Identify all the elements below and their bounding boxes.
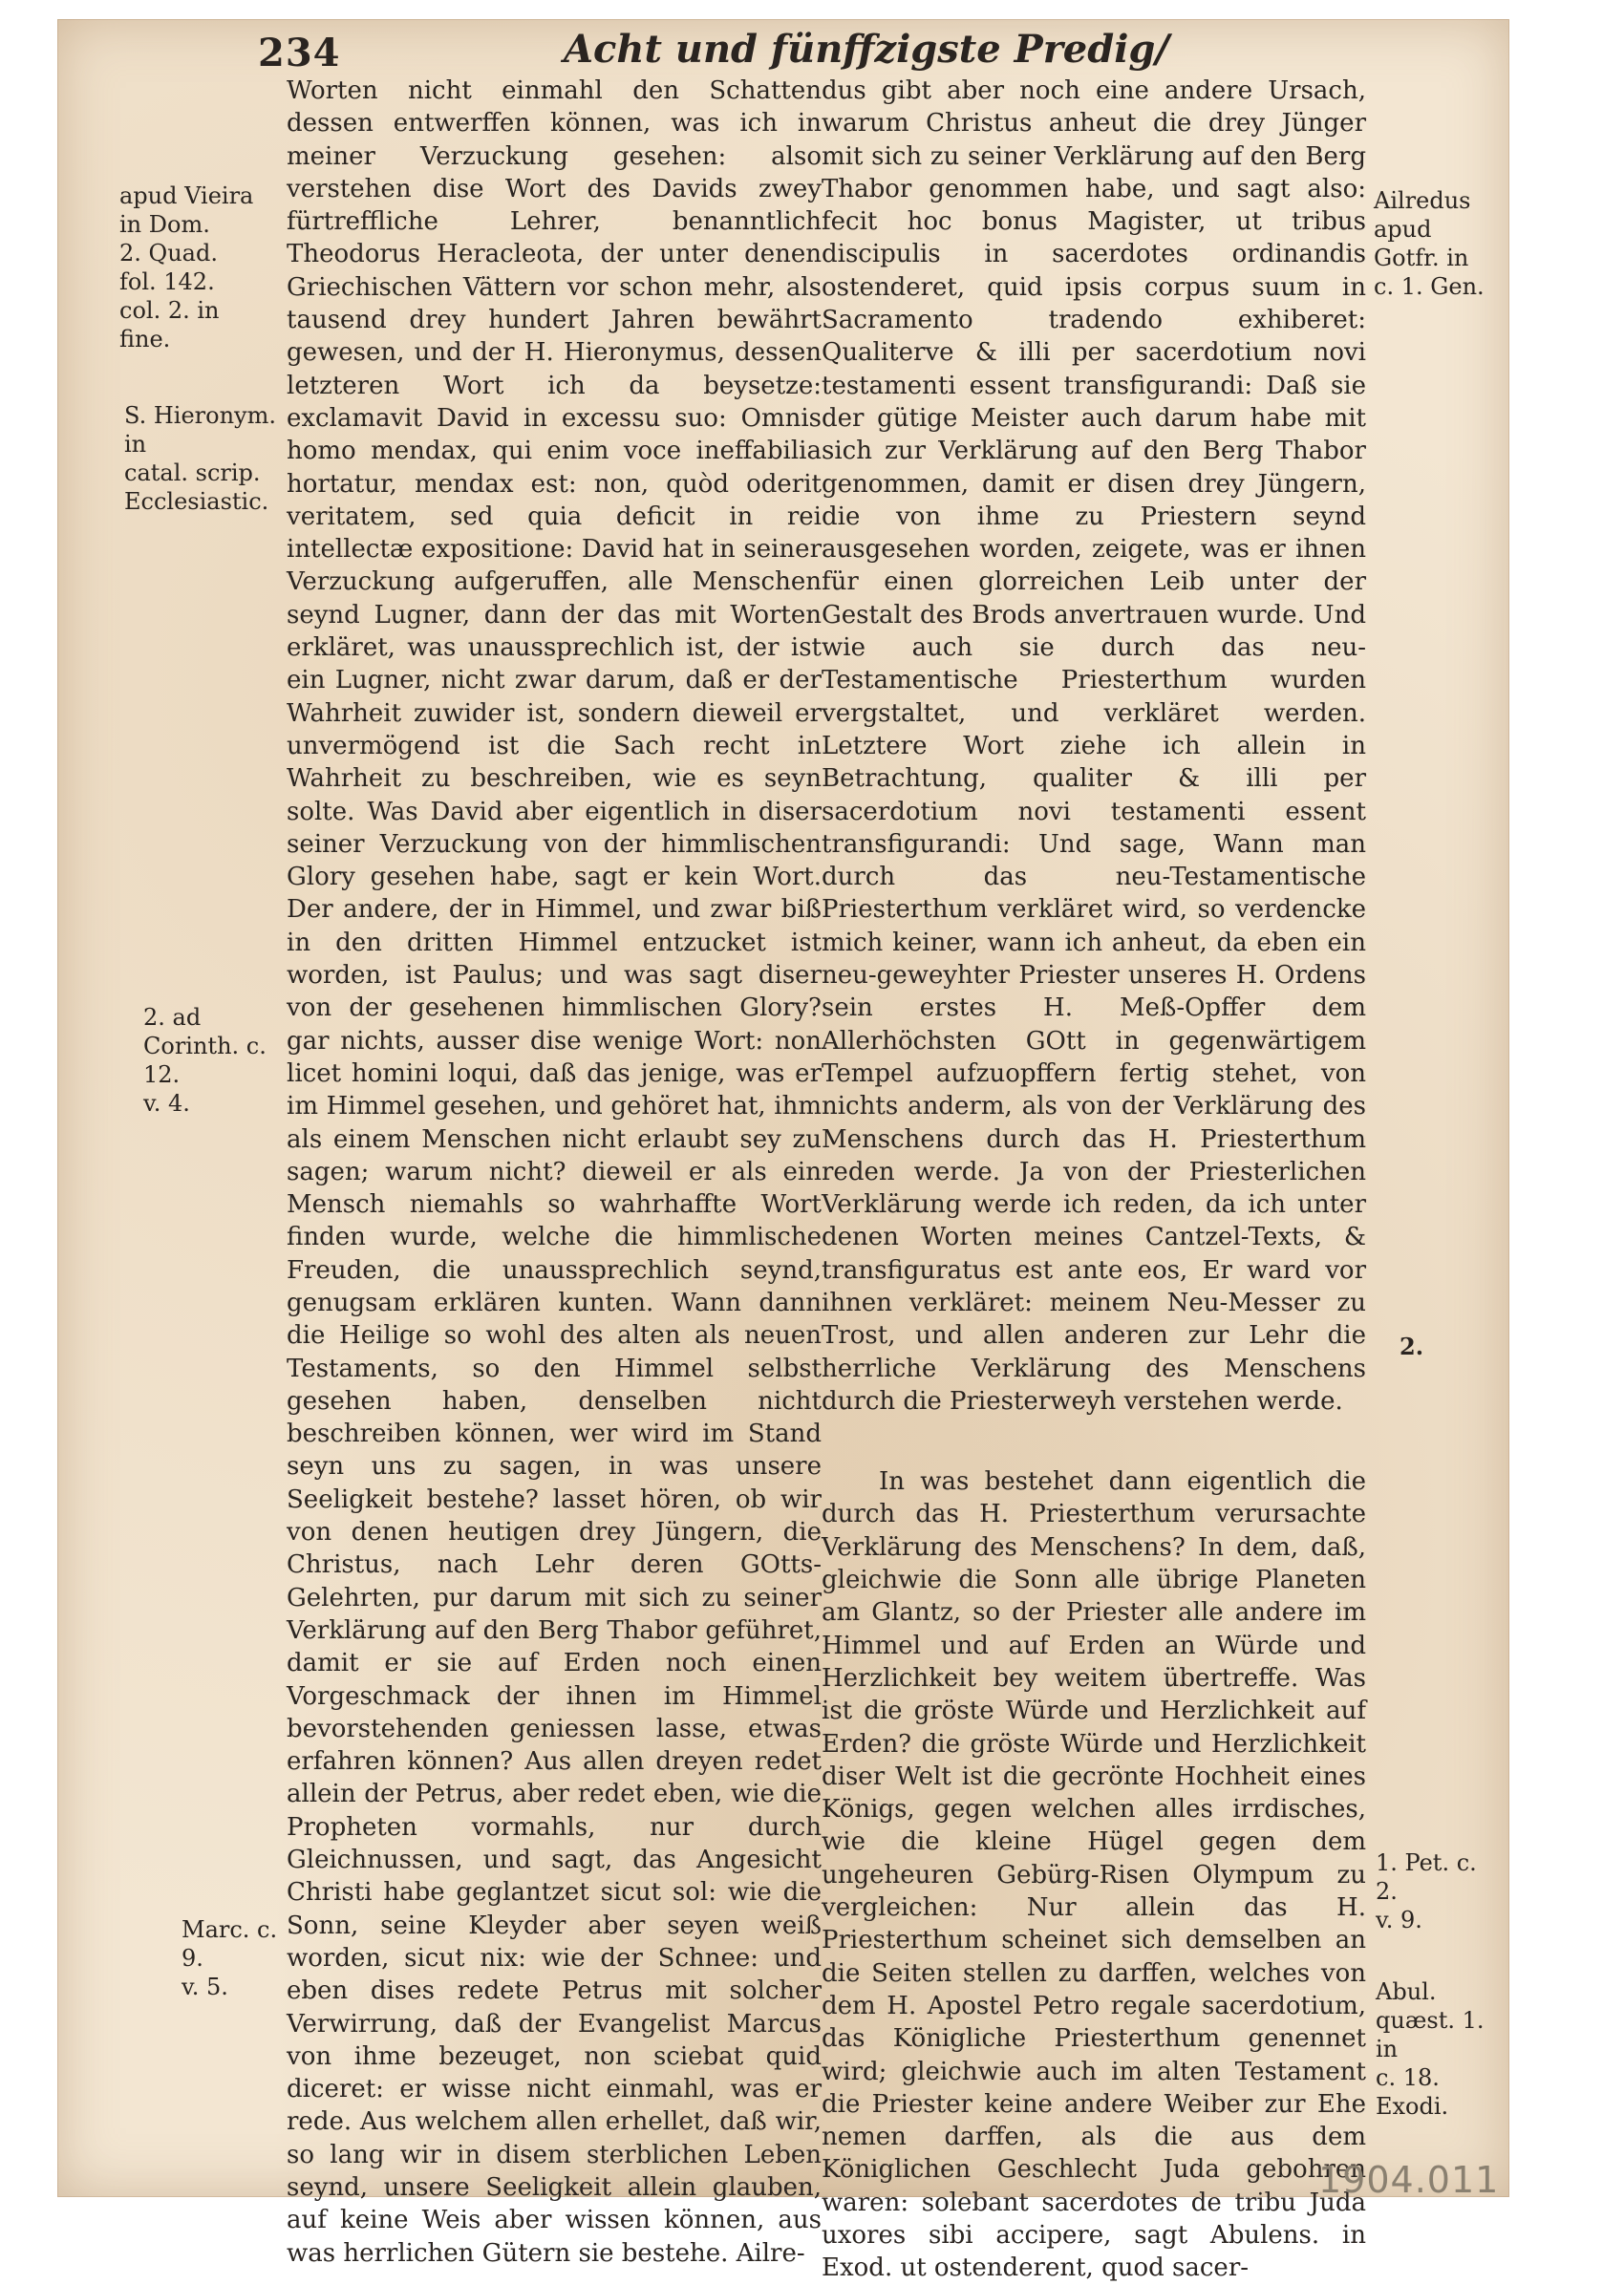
margin-note-ailredus: Ailredus apud Gotfr. in c. 1. Gen. bbox=[1374, 187, 1485, 300]
left-column-text: Worten nicht einmahl den Schatten dessen entwerffen können, was ich in meiner Verzuckung gesehen: also verstehen dise Wort des Davids zwey fürtreffliche Lehrer, benanntlich Theodorus Heracleota, der unter denen Griechischen Vättern vor schon mehr, als tausend drey hundert Jahren bewährt gewesen, und der H. Hieronymus, dessen letzteren Wort ich da beysetze: exclamavit David in excessu suo: Omnis homo mendax, qui enim voce ineffabilia hortatur, mendax est: non, quòd oderit veritatem, sed quia deficit in rei intellectæ expositione: David hat in seiner Verzuckung aufgeruffen, alle Menschen seynd Lugner, dann der das mit Worten erkläret, was unaussprechlich ist, der ist ein Lugner, nicht zwar darum, daß er der Wahrheit zuwider ist, sondern dieweil er unvermögend ist die Sach recht in Wahrheit zu beschreiben, wie es seyn solte. Was David aber eigentlich in diser seiner Verzuckung von der himmlischen Glory gesehen habe, sagt er kein Wort. Der andere, der in Himmel, und zwar biß in den dritten Himmel entzucket ist worden, ist Paulus; und was sagt diser von der gesehenen himmlischen Glory? gar nichts, ausser dise wenige Wort: non licet homini loqui, daß das jenige, was er im Himmel gesehen, und gehöret hat, ihm als einem Menschen nicht erlaubt sey zu sagen; warum nicht? dieweil er als ein Mensch niemahls so wahrhaffte Wort finden wurde, welche die himmlische Freuden, die unaussprechlich seynd, genugsam erklären kunten. Wann dann die Heilige so wohl des alten als neuen Testaments, so den Himmel selbst gesehen haben, denselben nicht beschreiben können, wer wird im Stand seyn uns zu sagen, in was unsere Seeligkeit bestehe? lasset hören, ob wir von denen heutigen drey Jüngern, die Christus, nach Lehr deren GOtts-Gelehrten, pur darum mit sich zu seiner Verklärung auf den Berg Thabor geführet, damit er sie auf Erden noch einen Vorgeschmack der ihnen im Himmel bevorstehenden geniessen lasse, etwas erfahren können? Aus allen dreyen redet allein der Petrus, aber redet eben, wie die Propheten vormahls, nur durch Gleichnussen, und sagt, das Angesicht Christi habe geglantzet sicut sol: wie die Sonn, seine Kleyder aber seyen weiß worden, sicut nix: wie der Schnee: und eben dises redete Petrus mit solcher Verwirrung, daß der Evangelist Marcus von ihme bezeuget, non sciebat quid diceret: er wisse nicht einmahl, was er rede. Aus welchem allen erhellet, daß wir, so lang wir in disem sterblichen Leben seynd, unsere Seeligkeit allein glauben, auf keine Weis aber wissen können, aus was herrlichen Gütern sie bestehe. Ailre- bbox=[287, 76, 822, 2268]
running-title: Acht und fünffzigste Predig/ bbox=[564, 27, 1169, 72]
margin-note-vieira: apud Vieira in Dom. 2. Quad. fol. 142. col. 2. in fine. bbox=[119, 182, 254, 352]
margin-note-corinth: 2. ad Corinth. c. 12. v. 4. bbox=[143, 1004, 267, 1117]
margin-note-petri: 1. Pet. c. 2. v. 9. bbox=[1376, 1849, 1477, 1933]
right-column bbox=[822, 75, 1366, 2285]
right-column-paragraph-1: dus gibt aber noch eine andere Ursach, warum Christus anheut die drey Jünger mit sich zu seiner Verklärung auf den Berg Thabor genommen habe, und sagt also: fecit hoc bonus Magister, ut tribus discipulis in sacerdotes ordinandis ostenderet, quid ipsis corpus suum in Sacramento tradendo exhiberet: Qualiterve & illi per sacerdotium novi testamenti essent transfigurandi: Daß sie der gütige Meister auch darum habe mit sich zur Verklärung auf den Berg Thabor genommen, damit er disen drey Jüngern, die von ihme zu Priestern seynd ausgesehen worden, zeigete, was er ihnen für einen glorreichen Leib unter der Gestalt des Brods anvertrauen wurde. Und wie auch sie durch das neu-Testamentische Priesterthum wurden vergstaltet, und verkläret werden. Letztere Wort ziehe ich allein in Betrachtung, qualiter & illi per sacerdotium novi testamenti essent transfigurandi: Und sage, Wann man durch das neu-Testamentische Priesterthum verkläret wird, so verdencke mich keiner, wann ich anheut, da eben ein neu-geweyhter Priester unseres H. Ordens sein erstes H. Meß-Opffer dem Allerhöchsten GOtt in gegenwärtigem Tempel aufzuopffern fertig stehet, von nichts anderm, als von der Verklärung des Menschens durch das H. Priesterthum reden werde. Ja von der Priesterlichen Verklärung werde ich reden, da ich unter denen Worten meines Cantzel-Texts, & transfiguratus est ante eos, Er ward vor ihnen verkläret: meinem Neu-Messer zu Trost, und allen anderen zur Lehr die herrliche Verklärung des Menschens durch die Priesterweyh verstehen werde. bbox=[822, 76, 1366, 1416]
left-column bbox=[287, 75, 822, 2270]
page-number: 234 bbox=[258, 31, 341, 75]
margin-note-abul: Abul. quæst. 1. in c. 18. Exodi. bbox=[1376, 1978, 1485, 2120]
right-column-paragraph-2: In was bestehet dann eigentlich die durch das H. Priesterthum verursachte Verklärung des Menschens? In dem, daß, gleichwie die Sonn alle übrige Planeten am Glantz, so der Priester alle andere im Himmel und auf Erden an Würde und Herzlichkeit bey weitem übertreffe. Was ist die gröste Würde und Herzlichkeit auf Erden? die gröste Würde und Herzlichkeit diser Welt ist die gecrönte Hochheit eines Königs, gegen welchen alles irrdisches, wie die kleine Hügel gegen dem ungeheuren Gebürg-Risen Olympum zu vergleichen: Nur allein das H. Priesterthum scheinet sich demselben an die Seiten stellen zu darffen, welches von dem H. Apostel Petro regale sacerdotium, das Königliche Priesterthum genennet wird; gleichwie auch im alten Testament die Priester keine andere Weiber zur Ehe nemen darffen, als die aus dem Königlichen Geschlecht Juda gebohren waren: solebant sacerdotes de tribu Juda uxores sibi accipere, sagt Abulens. in Exod. ut ostenderent, quod sacer- bbox=[822, 1467, 1366, 2283]
section-number: 2. bbox=[1400, 1333, 1424, 1360]
margin-note-hieronymus: S. Hieronym. in catal. scrip. Ecclesiastic. bbox=[124, 402, 276, 515]
catalog-number: 1904.011 bbox=[1318, 2159, 1500, 2201]
margin-note-marc: Marc. c. 9. v. 5. bbox=[182, 1916, 278, 2000]
